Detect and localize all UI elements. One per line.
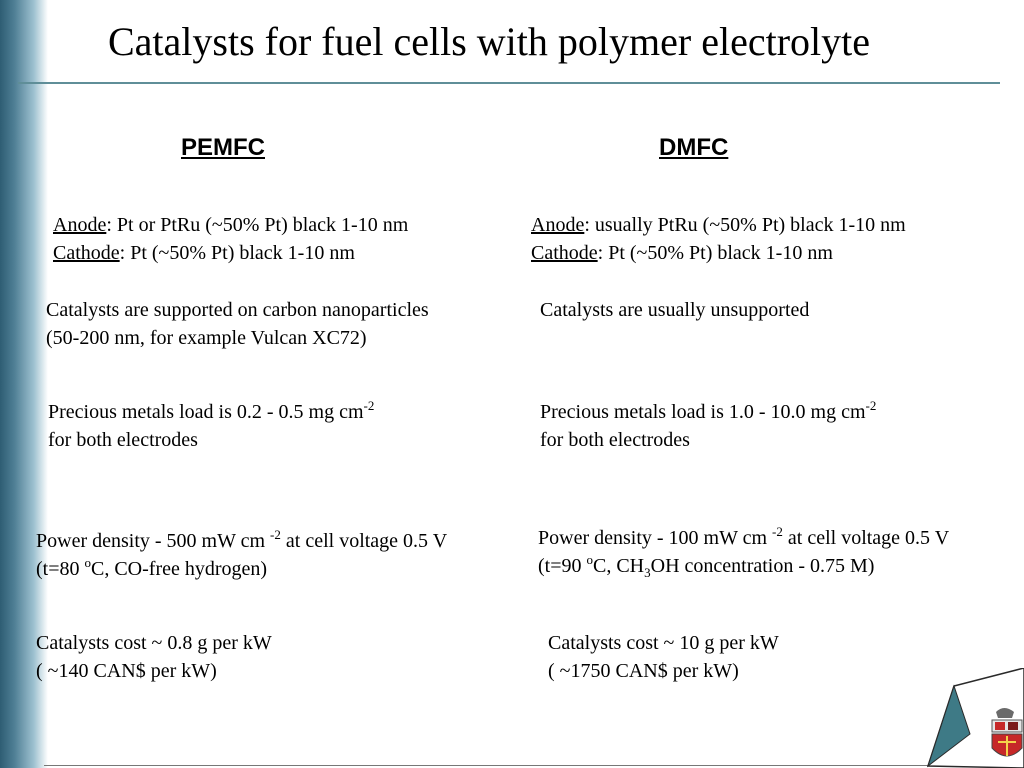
dmfc-heading: DMFC xyxy=(659,134,729,161)
dmfc-cond-degree: o xyxy=(586,552,593,567)
pemfc-load-line2: for both electrodes xyxy=(48,429,198,451)
dmfc-cond-c: OH concentration - 0.75 M) xyxy=(650,555,875,577)
dmfc-power-exponent: -2 xyxy=(772,524,783,539)
pemfc-cost-line1: Catalysts cost ~ 0.8 g per kW xyxy=(36,632,272,654)
dmfc-cost-line1: Catalysts cost ~ 10 g per kW xyxy=(548,632,779,654)
dmfc-cathode-text: : Pt (~50% Pt) black 1-10 nm xyxy=(597,242,833,264)
pemfc-power-b: at cell voltage 0.5 V xyxy=(280,530,448,552)
dmfc-anode-label: Anode xyxy=(531,214,585,236)
page-curl-icon xyxy=(924,668,1024,768)
dmfc-load-line2: for both electrodes xyxy=(540,429,690,451)
dmfc-cond-a: (t=90 xyxy=(538,555,587,577)
dmfc-electrodes xyxy=(531,211,906,267)
pemfc-support-line1: Catalysts are supported on carbon nanoparticles xyxy=(46,299,429,321)
pemfc-cost-line2: ( ~140 CAN$ per kW) xyxy=(36,660,217,682)
pemfc-conditions-line xyxy=(36,555,447,583)
dmfc-anode-text: : usually PtRu (~50% Pt) black 1-10 nm xyxy=(584,214,906,236)
pemfc-power xyxy=(36,527,447,583)
dmfc-cond-subscript: 3 xyxy=(644,565,651,580)
pemfc-support-line2: (50-200 nm, for example Vulcan XC72) xyxy=(46,327,367,349)
dmfc-load-exponent: -2 xyxy=(865,398,877,413)
dmfc-load-text: Precious metals load is 1.0 - 10.0 mg cm xyxy=(540,401,866,423)
title-divider xyxy=(18,82,1000,84)
pemfc-power-exponent: -2 xyxy=(270,527,281,542)
pemfc-anode-line xyxy=(53,211,408,239)
dmfc-power-a: Power density - 100 mW cm xyxy=(538,527,773,549)
pemfc-cathode-text: : Pt (~50% Pt) black 1-10 nm xyxy=(119,242,355,264)
dmfc-cost xyxy=(548,629,779,685)
pemfc-heading: PEMFC xyxy=(181,134,265,161)
dmfc-power-line xyxy=(538,524,949,552)
pemfc-power-a: Power density - 500 mW cm xyxy=(36,530,271,552)
pemfc-load-exponent: -2 xyxy=(363,398,375,413)
pemfc-anode-label: Anode xyxy=(53,214,107,236)
pemfc-load-text: Precious metals load is 0.2 - 0.5 mg cm xyxy=(48,401,364,423)
pemfc-electrodes xyxy=(53,211,408,267)
pemfc-cond-degree: o xyxy=(84,555,91,570)
pemfc-cond-b: C, CO-free hydrogen) xyxy=(91,558,268,580)
pemfc-power-line xyxy=(36,527,447,555)
dmfc-cost-line2: ( ~1750 CAN$ per kW) xyxy=(548,660,739,682)
pemfc-cathode-label: Cathode xyxy=(53,242,120,264)
dmfc-conditions-line xyxy=(538,552,949,580)
slide-title: Catalysts for fuel cells with polymer electrolyte xyxy=(108,19,870,64)
pemfc-support xyxy=(46,296,429,352)
dmfc-support-line1: Catalysts are usually unsupported xyxy=(540,299,810,321)
pemfc-cond-a: (t=80 xyxy=(36,558,85,580)
pemfc-load xyxy=(48,398,374,454)
pemfc-cost xyxy=(36,629,272,685)
pemfc-anode-text: : Pt or PtRu (~50% Pt) black 1-10 nm xyxy=(106,214,409,236)
pemfc-load-line1 xyxy=(48,398,374,426)
pemfc-cathode-line xyxy=(53,239,408,267)
dmfc-support xyxy=(540,296,809,324)
dmfc-power xyxy=(538,524,949,580)
bottom-divider xyxy=(44,765,944,766)
dmfc-power-b: at cell voltage 0.5 V xyxy=(782,527,950,549)
dmfc-cond-b: C, CH xyxy=(593,555,645,577)
dmfc-cathode-line xyxy=(531,239,906,267)
dmfc-load xyxy=(540,398,876,454)
dmfc-cathode-label: Cathode xyxy=(531,242,598,264)
dmfc-anode-line xyxy=(531,211,906,239)
dmfc-load-line1 xyxy=(540,398,876,426)
